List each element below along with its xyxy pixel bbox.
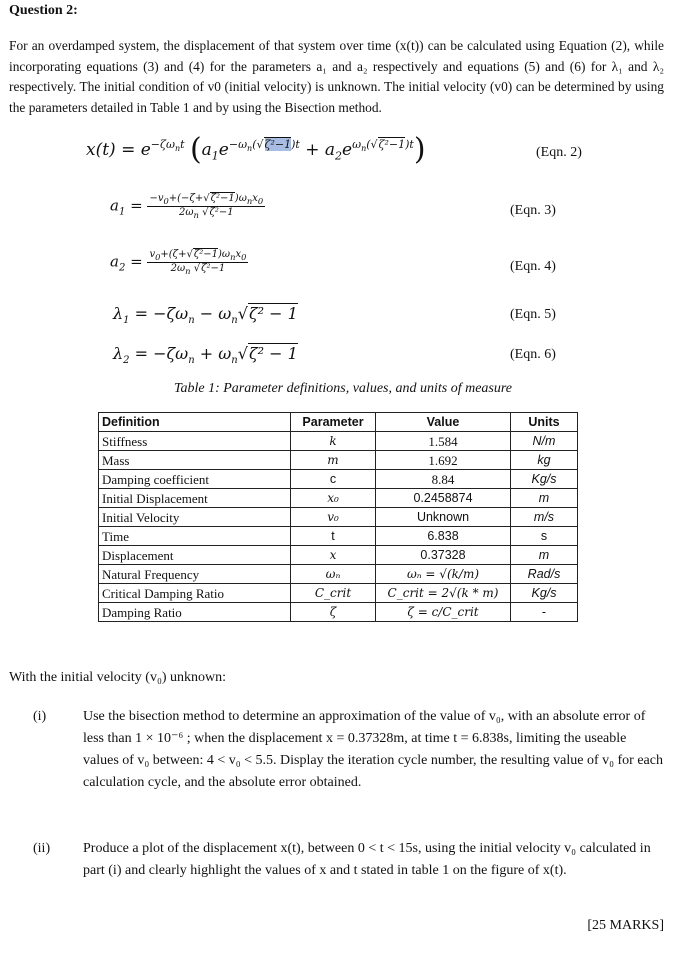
table-row bbox=[99, 432, 578, 451]
part-ii-text: Produce a plot of the displacement x(t), between 0 < t < 15s, using the initial velocity v₀ calculated in part (i) and clearly highlight the values of x and t stated in table 1 on the figure of x(t). bbox=[83, 841, 651, 878]
table-row bbox=[99, 603, 578, 622]
cell-definition: Mass bbox=[99, 451, 291, 470]
table-header-row bbox=[99, 413, 578, 432]
part-i bbox=[9, 706, 669, 816]
parameter-table bbox=[98, 412, 578, 622]
cell-value: 8.84 bbox=[376, 470, 511, 489]
cell-definition: Critical Damping Ratio bbox=[99, 584, 291, 603]
cell-units: m/s bbox=[511, 508, 578, 527]
part-i-text: Use the bisection method to determine an approximation of the value of v₀, with an absolute error of less than 1 × 10⁻⁶ ; when the displacement x = 0.37328m, at time t = 6.838s, limiting the useable values of v₀ between: 4 < v₀ < 5.5. Display the iteration cycle number, the resulting value of v₀ for each calculation cycle, and the absolute error obtained. bbox=[83, 709, 663, 790]
cell-units: m bbox=[511, 546, 578, 565]
table-row bbox=[99, 489, 578, 508]
cell-value: 1.692 bbox=[376, 451, 511, 470]
cell-value: 0.2458874 bbox=[376, 489, 511, 508]
cell-units: s bbox=[511, 527, 578, 546]
cell-definition: Initial Displacement bbox=[99, 489, 291, 508]
cell-units: N/m bbox=[511, 432, 578, 451]
cell-units: Kg/s bbox=[511, 584, 578, 603]
cell-definition: Initial Velocity bbox=[99, 508, 291, 527]
header-value: Value bbox=[376, 413, 511, 432]
equation-6-label: (Eqn. 6) bbox=[510, 347, 556, 362]
part-ii-number: (ii) bbox=[33, 841, 51, 856]
cell-parameter: v₀ bbox=[291, 508, 376, 527]
table-row bbox=[99, 546, 578, 565]
cell-definition: Displacement bbox=[99, 546, 291, 565]
cell-parameter: ζ bbox=[291, 603, 376, 622]
unknown-velocity-lead: With the initial velocity (v₀) unknown: bbox=[9, 670, 226, 685]
header-definition: Definition bbox=[99, 413, 291, 432]
cell-parameter: x₀ bbox=[291, 489, 376, 508]
cell-definition: Damping Ratio bbox=[99, 603, 291, 622]
question-heading: Question 2: bbox=[9, 3, 78, 18]
part-i-number: (i) bbox=[33, 709, 47, 724]
equation-2: $x(t) = e^{-\zeta\omega_nt}$ $(a_1e^{-\omega_n(√\zeta^2-1)t} + a_2e^{\omega_n(√\zeta^2-1)t})$ bbox=[86, 132, 426, 167]
cell-parameter: t bbox=[291, 527, 376, 546]
cell-parameter: ωₙ bbox=[291, 565, 376, 584]
equation-5: $\lambda_1 = -\zeta\omega_n - \omega_n√\zeta^2 - 1$ bbox=[113, 304, 298, 327]
cell-value: 6.838 bbox=[376, 527, 511, 546]
cell-value: ωₙ = √(k/m) bbox=[376, 565, 511, 584]
part-ii bbox=[9, 838, 669, 908]
marks-label: [25 MARKS] bbox=[587, 918, 664, 933]
table-row bbox=[99, 527, 578, 546]
cell-parameter: m bbox=[291, 451, 376, 470]
table-caption: Table 1: Parameter definitions, values, and units of measure bbox=[173, 381, 513, 396]
equation-5-label: (Eqn. 5) bbox=[510, 307, 556, 322]
cell-units: m bbox=[511, 489, 578, 508]
cell-parameter: k bbox=[291, 432, 376, 451]
equation-2-label: (Eqn. 2) bbox=[536, 145, 582, 160]
cell-definition: Natural Frequency bbox=[99, 565, 291, 584]
table-row bbox=[99, 584, 578, 603]
intro-paragraph: For an overdamped system, the displacement of that system over time (x(t)) can be calculated using Equation (2), while incorporating equations (3) and (4) for the parameters a₁ and a₂ respectively and equations (5) and (6) for λ₁ and λ₂ respectively. The initial condition of v0 (initial velocity) is unknown. The initial velocity (v0) can be determined by using the parameters detailed in Table 1 and by using the Bisection method. bbox=[9, 38, 664, 115]
cell-definition: Stiffness bbox=[99, 432, 291, 451]
cell-value: Unknown bbox=[376, 508, 511, 527]
table-row bbox=[99, 508, 578, 527]
cell-value: ζ = c/C_crit bbox=[376, 603, 511, 622]
cell-units: Rad/s bbox=[511, 565, 578, 584]
table-row bbox=[99, 565, 578, 584]
equation-6: $\lambda_2 = -\zeta\omega_n + \omega_n√\zeta^2 - 1$ bbox=[113, 344, 298, 367]
cell-parameter: x bbox=[291, 546, 376, 565]
equation-4-label: (Eqn. 4) bbox=[510, 259, 556, 274]
table-row bbox=[99, 451, 578, 470]
equation-3-label: (Eqn. 3) bbox=[510, 203, 556, 218]
cell-value: 1.584 bbox=[376, 432, 511, 451]
cell-definition: Time bbox=[99, 527, 291, 546]
header-units: Units bbox=[511, 413, 578, 432]
equation-4: $a_2$ = $\frac{v_0+(\zeta+√\zeta^2-1)\omega_nx_0}{2\omega_n √\zeta^2-1}$ bbox=[110, 249, 247, 276]
cell-definition: Damping coefficient bbox=[99, 470, 291, 489]
equation-3: $a_1$ = $\frac{-v_0+(-\zeta+√\zeta^2-1)\omega_nx_0}{2\omega_n √\zeta^2-1}$ bbox=[110, 193, 264, 220]
cell-value: 0.37328 bbox=[376, 546, 511, 565]
cell-units: Kg/s bbox=[511, 470, 578, 489]
cell-parameter: C_crit bbox=[291, 584, 376, 603]
cell-units: kg bbox=[511, 451, 578, 470]
header-parameter: Parameter bbox=[291, 413, 376, 432]
table-row bbox=[99, 470, 578, 489]
cell-parameter: c bbox=[291, 470, 376, 489]
cell-units: - bbox=[511, 603, 578, 622]
cell-value: C_crit = 2√(k * m) bbox=[376, 584, 511, 603]
